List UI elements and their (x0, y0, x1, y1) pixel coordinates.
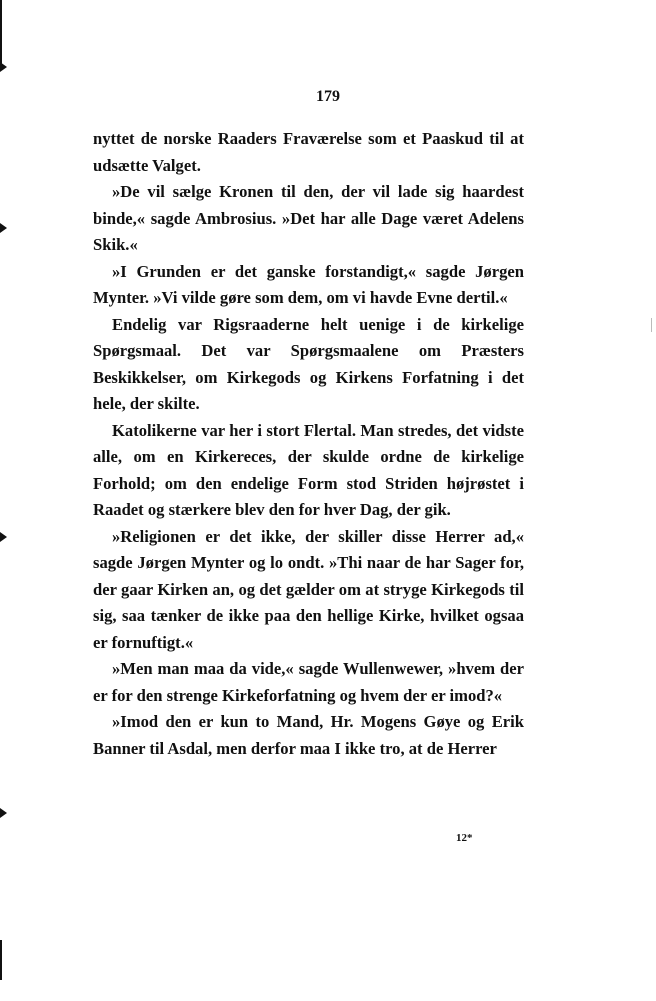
page-number: 179 (316, 88, 340, 105)
paragraph: »Religionen er det ikke, der skiller disse Herrer ad,« sagde Jørgen Mynter og lo ondt. »Thi naar de har Sager for, der gaar Kirken an, og det gælder om at stryge Kirkegods til sig, saa tænker de ikke paa den hellige Kirke, hvilket ogsaa er fornuftigt.« (93, 526, 524, 652)
signature-mark: 12* (456, 832, 473, 844)
binding-arrow-mark (0, 808, 7, 818)
binding-edge-mark (0, 940, 2, 980)
paragraph: Katolikerne var her i stort Flertal. Man stredes, det vidste alle, om en Kirkereces, der skulde ordne de kirkelige Forhold; om den endelige Form stod Striden højrøstet i Raadet og stærkere blev den for hver Dag, der gik. (93, 420, 524, 519)
binding-arrow-mark (0, 223, 7, 233)
paragraph: Endelig var Rigsraaderne helt uenige i de kirkelige Spørgsmaal. Det var Spørgsmaalene om Præsters Beskikkelser, om Kirkegods og Kirkens Forfatning i det hele, der skilte. (93, 314, 524, 413)
binding-arrow-mark (0, 62, 7, 72)
paragraph: nyttet de norske Raaders Fraværelse som et Paaskud til at udsætte Valget. (93, 129, 524, 175)
body-text (93, 126, 524, 762)
paragraph: »I Grunden er det ganske forstandigt,« sagde Jørgen Mynter. »Vi vilde gøre som dem, om vi havde Evne dertil.« (93, 261, 524, 307)
margin-tick (651, 318, 652, 332)
binding-edge-mark (0, 0, 2, 70)
paragraph: »Imod den er kun to Mand, Hr. Mogens Gøye og Erik Banner til Asdal, men derfor maa I ikke tro, at de Herrer (93, 712, 524, 758)
binding-arrow-mark (0, 532, 7, 542)
paragraph: »Men man maa da vide,« sagde Wullenwewer, »hvem der er for den strenge Kirkeforfatning og hvem der er imod?« (93, 659, 524, 705)
paragraph: »De vil sælge Kronen til den, der vil lade sig haardest binde,« sagde Ambrosius. »Det har alle Dage været Adelens Skik.« (93, 182, 524, 254)
